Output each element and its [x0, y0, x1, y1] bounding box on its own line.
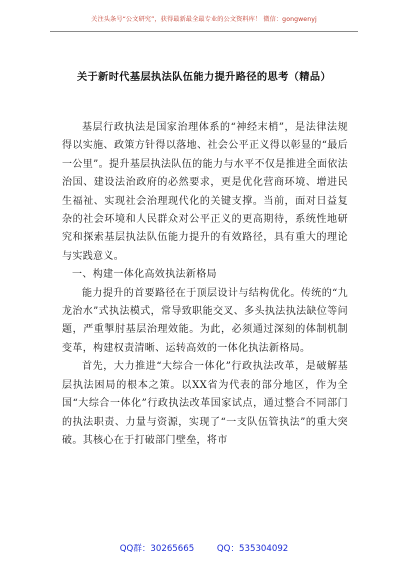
document-body — [62, 119, 348, 450]
qq-group-number: QQ群：30265665 — [119, 544, 195, 554]
document-title: 关于新时代基层执法队伍能力提升路径的思考（精品） — [76, 71, 332, 83]
qq-number: QQ：535304092 — [216, 544, 289, 554]
paragraph-intro: 基层行政执法是国家治理体系的“神经末梢”，是法律法规得以实施、政策方针得以落地、社会公平正义得以彰显的“最后一公里”。提升基层执法队伍的能力与水平不仅是推进全面依法治国、建设法治政府的必然要求，更是优化营商环境、增进民生福祉、实现社会治理现代化的关键支撑。当前，面对日益复杂的社会环境和人民群众对公平正义的更高期待，系统性地研究和探索基层执法队伍能力提升的有效路径，具有重大的理论与实践意义。 — [62, 122, 348, 262]
header-divider — [50, 31, 358, 32]
section-heading-1: 一、构建一体化高效执法新格局 — [72, 269, 217, 281]
paragraph-reform: 首先，大力推进“大综合一体化”行政执法改革，是破解基层执法困局的根本之策。以XX省为代表的部分地区，作为全国“大综合一体化”行政执法改革国家试点，通过整合不同部门的执法职责、力量与资源，实现了“一支队伍管执法”的重大突破。其核心在于打破部门壁垒，将市 — [62, 361, 348, 446]
header-banner: 关注头条号“公文研究”，获得最新最全最专业的公文资料库！ 微信：gongwenyj — [91, 16, 317, 23]
footer-contacts — [0, 542, 408, 554]
paragraph-structure: 能力提升的首要路径在于顶层设计与结构优化。传统的“九龙治水”式执法模式，常导致职能交叉、多头执法执法缺位等问题，严重掣肘基层治理效能。为此，必须通过深刻的体制机制变革，构建权责清晰、运转高效的一体化执法新格局。 — [62, 287, 348, 354]
